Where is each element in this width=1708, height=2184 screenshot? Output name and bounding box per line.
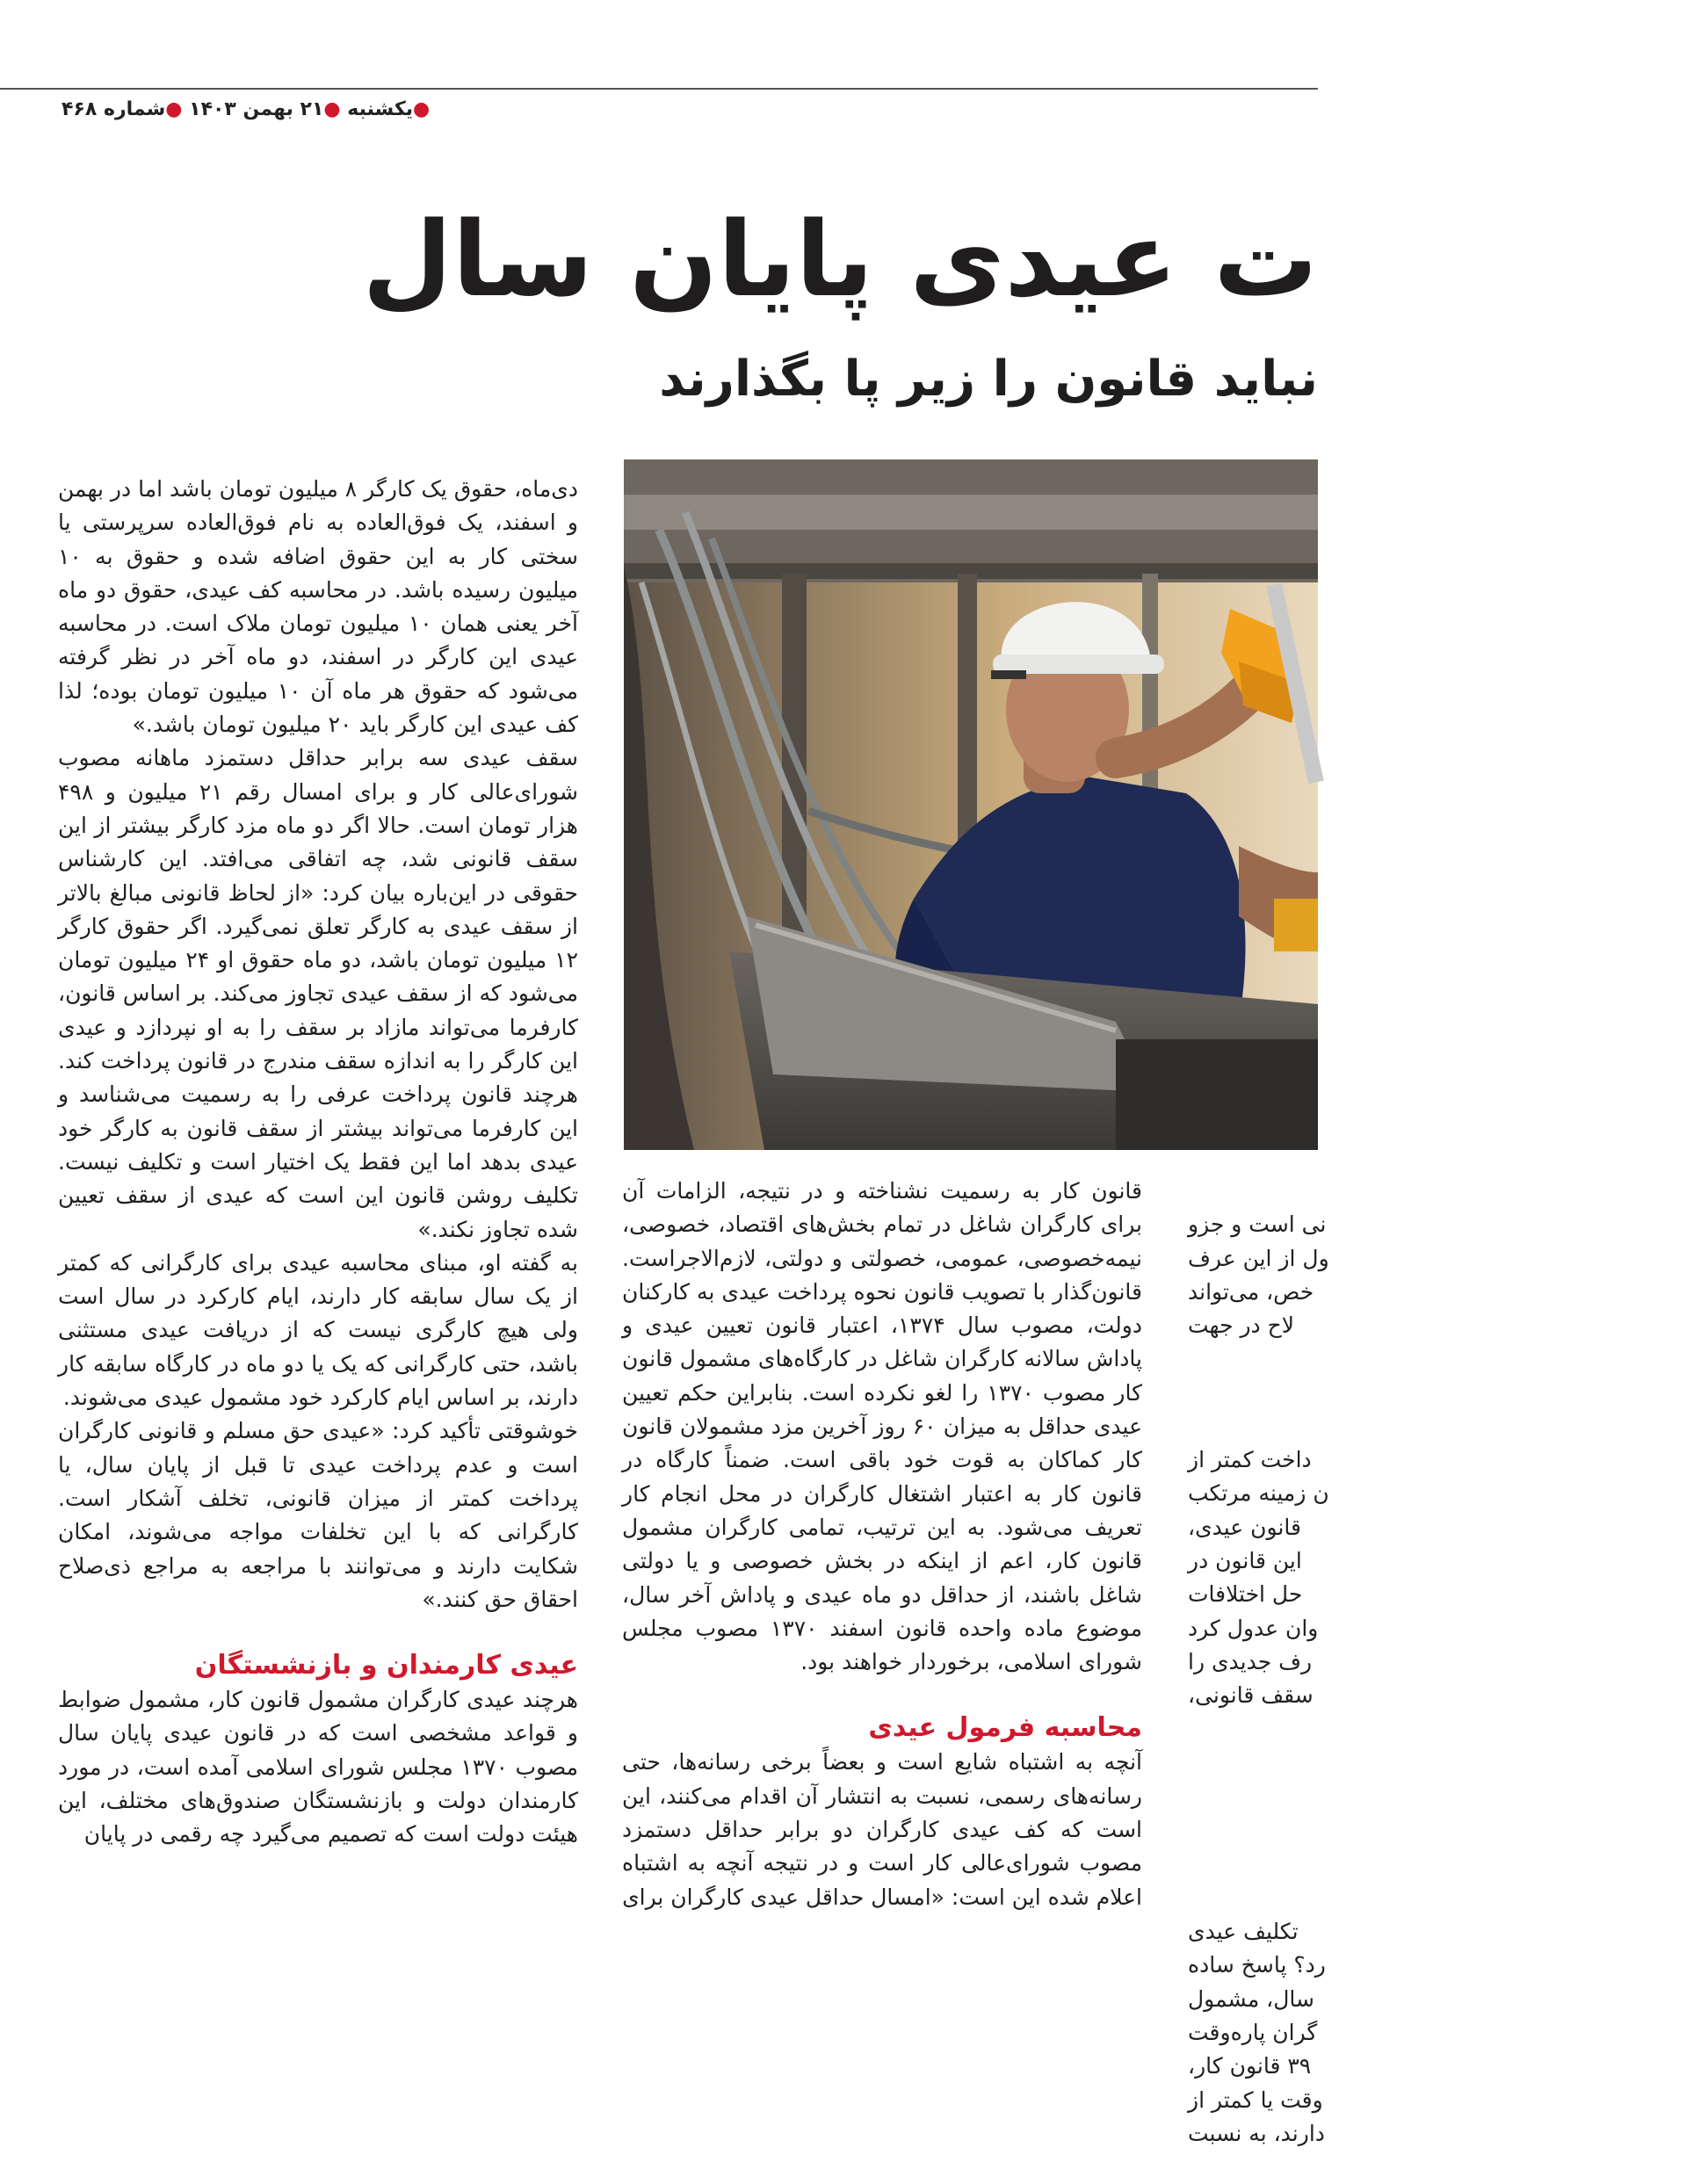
article-column-middle [622,1175,1142,2065]
bullet-icon: ● [323,98,341,120]
folio-issue: شماره ۴۶۸ [62,98,166,120]
article-column-right-cropped [1188,1175,1329,2146]
paragraph: آنچه به اشتباه شایع است و بعضاً برخی رسانه‌ها، حتی رسانه‌های رسمی، نسبت به انتشار آن اقدام می‌کنند، این است که کف عیدی کارگران دو برابر حداقل دستمزد مصوب شورای‌عالی کار است و در نتیجه آنچه به اشتباه اعلام شده این است: «امسال حداقل عیدی کارگران برای [622,1749,1142,1910]
paragraph: نی است و جزو ول از این عرف خص، می‌تواند لاح در جهت [1188,1211,1329,1339]
article-photo [624,459,1318,1150]
paragraph: تکلیف عیدی رد؟ پاسخ ساده سال، مشمول گران پاره‌وقت ۳۹ قانون کار، وقت یا کمتر از دارند، به نسبت [1188,1919,1326,2146]
section-subtitle: عیدی کارمندان و بازنشستگان [194,1650,578,1681]
bullet-icon: ● [413,98,431,120]
paragraph: سقف عیدی سه برابر حداقل دستمزد ماهانه مصوب شورای‌عالی کار و برای امسال رقم ۲۱ میلیون و ۴۹۸ هزار تومان است. حالا اگر دو ماه مزد کارگر بیشتر از این سقف قانونی شد، چه اتفاقی می‌افتد. این کارشناس حقوقی در این‌باره بیان کرد: «از لحاظ قانونی مبالغ بالاتر از سقف عیدی به کارگر تعلق نمی‌گیرد. اگر حقوق کارگر ۱۲ میلیون تومان باشد، دو ماه حقوق او ۲۴ میلیون تومان می‌شود که از سقف عیدی تجاوز می‌کند. بر اساس قانون، کارفرما می‌تواند مازاد بر سقف را به او نپردازد و عیدی این کارگر را به اندازه سقف مندرج در قانون پرداخت کند. هرچند قانون پرداخت عرفی را به رسمیت می‌شناسد و این کارفرما می‌تواند بیشتر از سقف قانون به کارگر خود عیدی بدهد اما این فقط یک اختیار است و تکلیف نیست. تکلیف روشن قانون این است که عیدی از سقف تعیین شده تجاوز نکند.» [58,745,578,1242]
article-column-left [58,473,578,2065]
folio-day: یکشنبه [347,98,413,120]
paragraph: به گفته او، مبنای محاسبه عیدی برای کارگرانی که کمتر از یک سال سابقه کار دارند، ایام کارکرد در سال است ولی هیچ کارگری نیست که از دریافت عیدی مستثنی باشد، حتی کارگرانی که یک یا دو ماه در کارگاه سابقه کار دارند، بر اساس ایام کارکرد خود مشمول عیدی می‌شوند. [58,1249,578,1411]
paragraph: قانون کار به رسمیت نشناخته و در نتیجه، الزامات آن برای کارگران شاغل در تمام بخش‌های اقتصاد، خصوصی، نیمه‌خصوصی، عمومی، خصولتی و دولتی، لازم‌الاجراست. قانون‌گذار با تصویب قانون نحوه پرداخت عیدی به کارکنان دولت، مصوب سال ۱۳۷۴، اعتبار قانون تعیین عیدی و پاداش سالانه کارگران شاغل در کارگاه‌های مشمول قانون کار مصوب ۱۳۷۰ را لغو نکرده است. بنابراین حکم تعیین عیدی حداقل به میزان ۶۰ روز آخرین مزد مشمولان قانون کار کماکان به قوت خود باقی است. ضمناً کارگاه در قانون کار به اعتبار اشتغال کارگران در محل انجام کار تعریف می‌شود. به این ترتیب، تمامی کارگران مشمول قانون کار، اعم از اینکه در بخش خصوصی و یا دولتی شاغل باشند، از حداقل دو ماه عیدی و پاداش آخر سال، موضوع ماده واحده قانون اسفند ۱۳۷۰ مصوب مجلس شورای اسلامی، برخوردار خواهند بود. [622,1178,1143,1675]
paragraph: دی‌ماه، حقوق یک کارگر ۸ میلیون تومان باشد اما در بهمن و اسفند، یک فوق‌العاده به نام فوق‌العاده سرپرستی یا سختی کار به این حقوق اضافه شده و حقوق به ۱۰ میلیون رسیده باشد. در محاسبه کف عیدی، حقوق دو ماه آخر یعنی همان ۱۰ میلیون تومان ملاک است. در محاسبه عیدی این کارگر در اسفند، دو ماه آخر در نظر گرفته می‌شود که حقوق هر ماه آن ۱۰ میلیون تومان بوده؛ لذا کف عیدی این کارگر باید ۲۰ میلیون تومان باشد.» [58,476,579,738]
subheadline: نباید قانون را زیر پا بگذارند [659,351,1318,408]
folio-date: ۲۱ بهمن ۱۴۰۳ [189,98,324,120]
worker-photo-illustration [624,459,1318,1150]
section-subtitle: محاسبه فرمول عیدی [868,1712,1142,1744]
header-rule [0,88,1318,90]
paragraph: هرچند عیدی کارگران مشمول قانون کار، مشمول ضوابط و قواعد مشخصی است که در قانون عیدی پایان سال مصوب ۱۳۷۰ مجلس شورای اسلامی آمده است، در مورد کارمندان دولت و بازنشستگان صندوق‌های مختلف، این هیئت دولت است که تصمیم می‌گیرد چه رقمی در پایان [58,1687,579,1848]
folio-line [62,98,430,120]
bullet-icon: ● [165,98,183,120]
paragraph: خوشوقتی تأکید کرد: «عیدی حق مسلم و قانونی کارگران است و عدم پرداخت عیدی تا قبل از پایان سال، یا پرداخت کمتر از میزان قانونی، تخلف آشکار است. کارگرانی که با این تخلفات مواجه می‌شوند، امکان شکایت دارند و می‌توانند با مراجعه به مراجع ذی‌صلاح احقاق حق کنند.» [58,1418,578,1612]
paragraph: داخت کمتر از ن زمینه مرتکب قانون عیدی، این قانون در حل اختلافات وان عدول کرد رف جدیدی را سقف قانونی، [1188,1447,1329,1709]
headline: ت عیدی پایان سال [362,199,1318,320]
